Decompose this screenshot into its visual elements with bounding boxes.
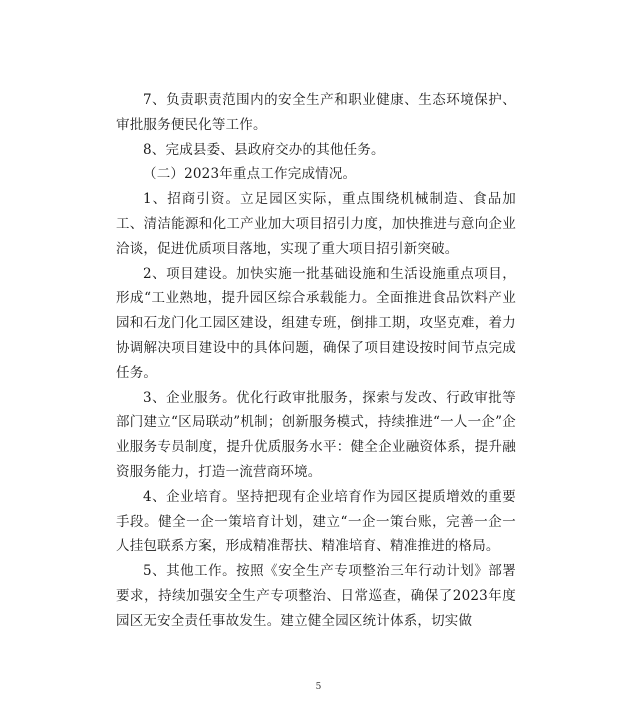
paragraph-project-construction: 2、项目建设。加快实施一批基础设施和生活设施重点项目，形成“工业熟地，提升园区综合承载能力。全面推进食品饮料产业园和石龙门化工园区建设，组建专班，倒排工期，攻坚克难，着力协调解决项目建设中的具体问题，确保了项目建设按时间节点完成任务。 xyxy=(116,265,516,381)
paragraph-item-7: 7、负责职责范围内的安全生产和职业健康、生态环境保护、审批服务便民化等工作。 xyxy=(116,92,516,133)
section-heading-2: （二）2023年重点工作完成情况。 xyxy=(143,166,357,183)
paragraph-investment: 1、招商引资。立足园区实际，重点围绕机械制造、食品加工、清洁能源和化工产业加大项目招引力度，加快推进与意向企业洽谈，促进优质项目落地，实现了重大项目招引新突破。 xyxy=(116,191,516,257)
paragraph-enterprise-cultivation: 4、企业培育。坚持把现有企业培育作为园区提质增效的重要手段。健全一企一策培育计划，建立“一企一策台账，完善一企一人挂包联系方案，形成精准帮扶、精准培育、精准推进的格局。 xyxy=(116,488,516,555)
page-number: 5 xyxy=(315,682,322,692)
paragraph-item-8: 8、完成县委、县政府交办的其他任务。 xyxy=(143,141,385,158)
body-text xyxy=(116,88,516,634)
paragraph-other-work: 5、其他工作。按照《安全生产专项整治三年行动计划》部署要求，持续加强安全生产专项整治、日常巡查，确保了2023年度园区无安全责任事故发生。建立健全园区统计体系，切实做 xyxy=(116,563,516,629)
paragraph-enterprise-service: 3、企业服务。优化行政审批服务，探索与发改、行政审批等部门建立“区局联动”机制；创新服务模式，持续推进“一人一企”企业服务专员制度，提升优质服务水平：健全企业融资体系，提升融资服务能力，打造一流营商环境。 xyxy=(116,389,516,480)
